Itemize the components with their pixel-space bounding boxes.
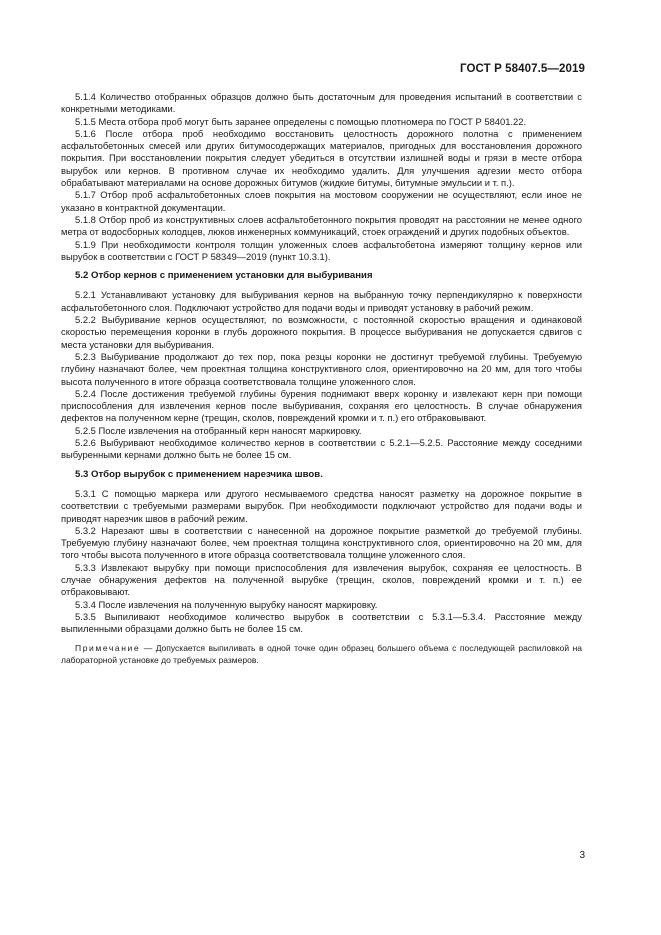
clause-5-2-2: 5.2.2 Выбуривание кернов осуществляют, по возможности, с постоянной скоростью вращения и одинаковой скоростью перемещения коронки в глубь дорожного покрытия. В процессе выбуривания не допускается сдвигов с места установки для выбуривания.	[61, 314, 582, 350]
note	[61, 643, 582, 666]
clause-5-2-5: 5.2.5 После извлечения на отобранный керн наносят маркировку.	[75, 424, 362, 436]
section-heading-5-2: 5.2 Отбор кернов с применением установки для выбуривания	[75, 270, 373, 282]
clause-5-2-4: 5.2.4 После достижения требуемой глубины бурения поднимают вверх коронку и извлекают керн при помощи приспособления для извлечения кернов после выбуривания, сохраняя его целостность. В случае обнаружения дефектов на полученном керне (трещин, сколов, повреждений кромки и т. п.) его отбраковывают.	[61, 387, 582, 424]
clause-5-2-6: 5.2.6 Выбуривают необходимое количество кернов в соответствии с 5.2.1—5.2.5. Расстояние между соседними выбуренными кернами должно быть не более 15 см.	[61, 437, 582, 461]
clause-5-1-8: 5.1.8 Отбор проб из конструктивных слоев асфальтобетонного покрытия проводят на расстоянии не менее одного метра от водосборных колодцев, люков инженерных коммуникаций, стоек ограждений и других подобных объектов.	[61, 213, 582, 238]
clause-5-3-4: 5.3.4 После извлечения на полученную вырубку наносят маркировку.	[75, 598, 378, 610]
clause-5-3-1: 5.3.1 С помощью маркера или другого несмываемого средства наносят разметку на дорожное покрытие в соответствии с требуемыми размерами вырубок. При необходимости подключают устройство для подачи воды и приводят нарезчик швов в рабочий режим.	[61, 487, 582, 524]
note-label: Примечание	[75, 643, 141, 654]
clause-5-3-5: 5.3.5 Выпиливают необходимое количество вырубок в соответствии с 5.3.1—5.3.4. Расстояние между выпиленными образцами должно быть не более 15 см.	[61, 610, 582, 635]
clause-5-2-1: 5.2.1 Устанавливают установку для выбуривания кернов на выбранную точку перпендикулярно к поверхности асфальтобетонного слоя. Подключают устройство для подачи воды и приводят установку в рабочий режим.	[61, 289, 582, 313]
document-body	[61, 91, 582, 667]
clause-5-3-2: 5.3.2 Нарезают швы в соответствии с нанесенной на дорожное покрытие разметкой до требуемой глубины. Требуемую глубину назначают более, чем проектная толщина конструктивного слоя, ориентировочно на 20 мм, для того чтобы высота полученного в итоге образца соответствовала толщине уложенного слоя.	[61, 524, 582, 561]
page-number: 3	[579, 850, 585, 861]
clause-5-1-6: 5.1.6 После отбора проб необходимо восстановить целостность дорожного полотна с применением асфальтобетонных смесей или других битумосодержащих материалов, пригодных для восстановления дорожного покрытия. При восстановлении покрытия следует убедиться в отсутствии излишней воды и грязи в месте отбора вырубок или кернов. В противном случае их необходимо удалить. Для улучшения адгезии место отбора обрабатывают материалами на основе дорожных битумов (жидкие битумы, битумные эмульсии и т. п.).	[61, 127, 582, 189]
clause-5-1-7: 5.1.7 Отбор проб асфальтобетонных слоев покрытия на мостовом сооружении не осуществляют, если иное не указано в контрактной документации.	[61, 189, 582, 213]
section-heading-5-3: 5.3 Отбор вырубок с применением нарезчика швов.	[75, 468, 323, 480]
document-code-header: ГОСТ Р 58407.5—2019	[460, 63, 585, 75]
clause-5-1-4: 5.1.4 Количество отобранных образцов должно быть достаточным для проведения испытаний в соответствии с конкретными методиками.	[61, 91, 582, 115]
clause-5-2-3: 5.2.3 Выбуривание продолжают до тех пор, пока резцы коронки не достигнут требуемой глубины. Требуемую глубину назначают более, чем проектная толщина конструктивного слоя, ориентировочно на 20 мм, для того чтобы высота полученного в итоге образца соответствовала толщине уложенного слоя.	[61, 350, 582, 387]
clause-5-1-9: 5.1.9 При необходимости контроля толщин уложенных слоев асфальтобетона измеряют толщину кернов или вырубок в соответствии с ГОСТ Р 58349—2019 (пункт 10.3.1).	[61, 238, 582, 262]
clause-5-3-3: 5.3.3 Извлекают вырубку при помощи приспособления для извлечения вырубок, сохраняя ее целостность. В случае обнаружения дефектов на полученной вырубке (трещин, сколов, повреждений кромки и т. п.) ее отбраковывают.	[61, 561, 582, 598]
clause-5-1-5: 5.1.5 Места отбора проб могут быть заранее определены с помощью плотномера по ГОСТ Р 58401.22.	[75, 115, 527, 127]
note-text: — Допускается выпиливать в одной точке один образец большего объема с последующей распиловкой на лабораторной установке до требуемых размеров.	[61, 643, 582, 666]
